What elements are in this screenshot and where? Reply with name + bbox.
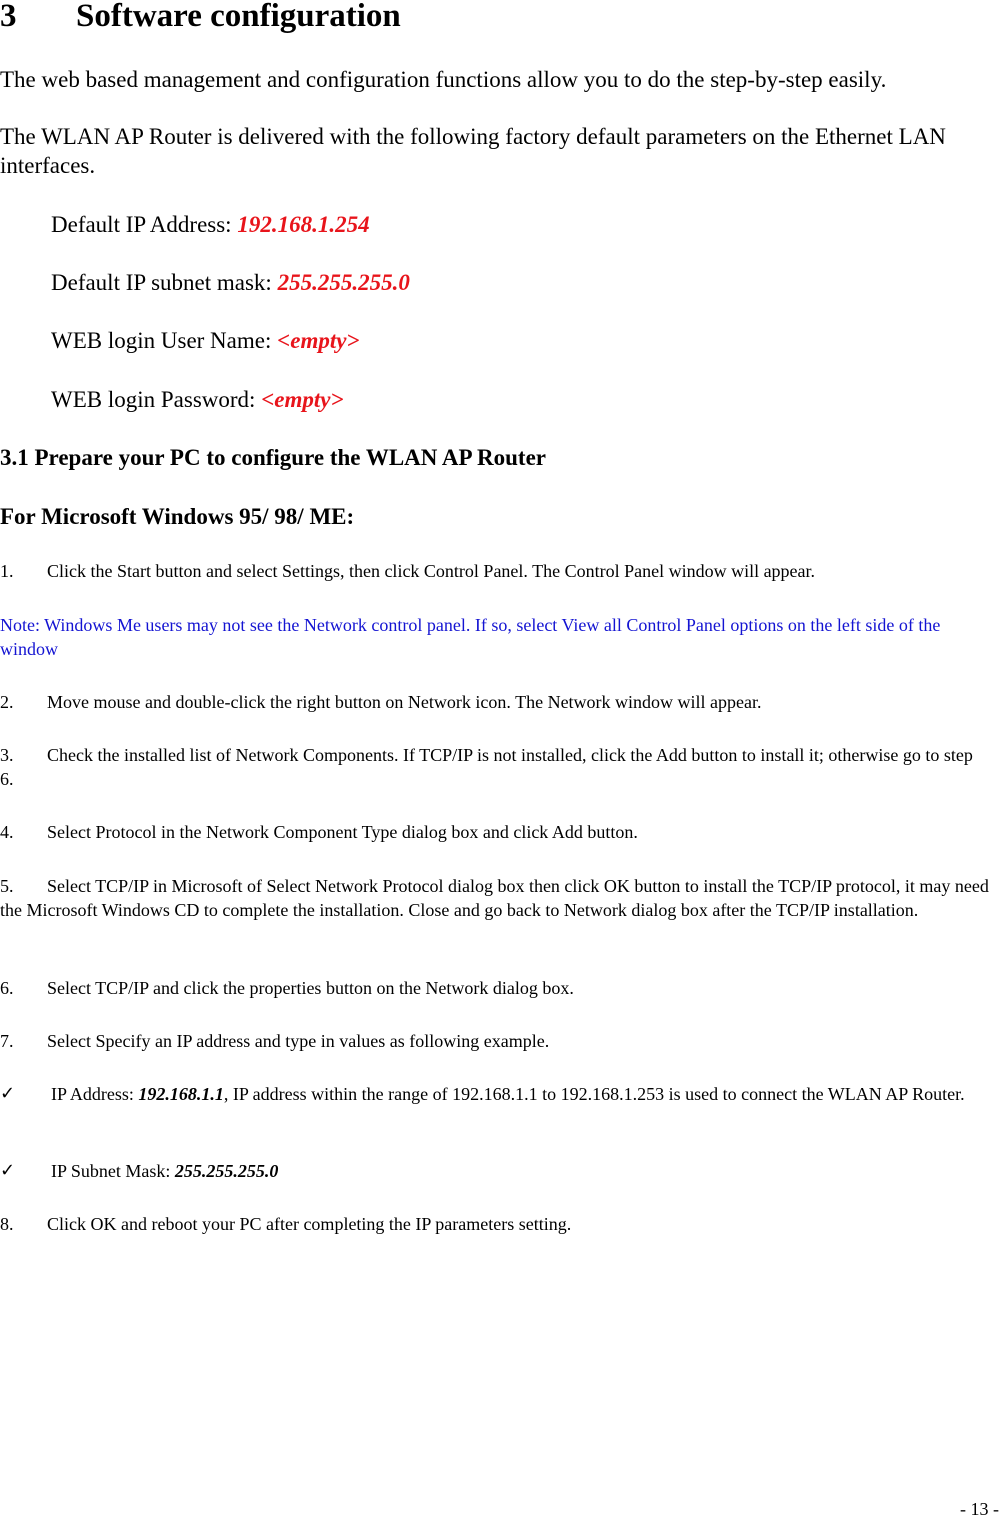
step-text: Select TCP/IP in Microsoft of Select Network Protocol dialog box then click OK button to install the TCP/IP protocol, it may need the Microsoft Windows CD to complete the installation. Close and go back to Network dialog box after the TCP/IP installation.: [0, 876, 989, 920]
step-number: 8.: [0, 1214, 14, 1234]
step-3: [0, 743, 990, 791]
step-text: Move mouse and double-click the right button on Network icon. The Network window will appear.: [47, 692, 762, 712]
step-number: 2.: [0, 692, 14, 712]
step-1: [0, 559, 815, 583]
step-2: [0, 690, 762, 714]
check-label: IP Subnet Mask:: [51, 1161, 175, 1181]
default-subnet-mask: [51, 268, 410, 297]
section-number: 3: [0, 0, 17, 34]
step-number: 4.: [0, 822, 14, 842]
step-number: 6.: [0, 978, 14, 998]
check-value: 255.255.255.0: [174, 1161, 279, 1181]
checkmark-icon: ✓: [0, 1160, 16, 1181]
default-subnet-label: Default IP subnet mask:: [51, 270, 278, 295]
page-number: - 13 -: [960, 1499, 999, 1519]
step-number: 3.: [0, 745, 14, 765]
step-text: Click the Start button and select Settings, then click Control Panel. The Control Panel window will appear.: [47, 561, 816, 581]
factory-defaults-paragraph: The WLAN AP Router is delivered with the following factory default parameters on the Ethernet LAN interfaces.: [0, 124, 946, 178]
step-6: [0, 976, 574, 1000]
step-number: 1.: [0, 561, 14, 581]
windows-me-note: Note: Windows Me users may not see the Network control panel. If so, select View all Control Panel options on the left side of the window: [0, 615, 941, 659]
step-text: Check the installed list of Network Components. If TCP/IP is not installed, click the Add button to install it; otherwise go to step 6.: [0, 745, 973, 789]
web-password-value: <empty>: [261, 387, 344, 412]
default-ip-value: 192.168.1.254: [237, 212, 370, 237]
checkmark-icon: ✓: [0, 1083, 16, 1104]
web-login-password: [51, 385, 344, 414]
default-subnet-value: 255.255.255.0: [277, 270, 410, 295]
step-4: [0, 820, 638, 844]
subsection-heading: 3.1 Prepare your PC to configure the WLAN AP Router: [0, 445, 546, 470]
web-password-label: WEB login Password:: [51, 387, 262, 412]
step-number: 7.: [0, 1031, 14, 1051]
web-username-value: <empty>: [277, 328, 360, 353]
step-number: 5.: [0, 876, 14, 896]
step-5: [0, 874, 1003, 922]
step-text: Select Protocol in the Network Component Type dialog box and click Add button.: [47, 822, 638, 842]
step-8: [0, 1212, 571, 1236]
web-username-label: WEB login User Name:: [51, 328, 278, 353]
check-item-ip-address: [0, 1082, 1000, 1132]
step-text: Select TCP/IP and click the properties button on the Network dialog box.: [47, 978, 574, 998]
check-value: 192.168.1.1: [138, 1084, 224, 1104]
step-7: [0, 1029, 549, 1053]
intro-paragraph: The web based management and configuration functions allow you to do the step-by-step easily.: [0, 67, 887, 92]
default-ip-label: Default IP Address:: [51, 212, 238, 237]
step-text: Click OK and reboot your PC after completing the IP parameters setting.: [47, 1214, 572, 1234]
check-description: , IP address within the range of 192.168.1.1 to 192.168.1.253 is used to connect the WLAN AP Router.: [223, 1084, 965, 1104]
check-item-subnet-mask: [0, 1159, 1000, 1185]
default-ip-address: [51, 210, 370, 239]
step-text: Select Specify an IP address and type in values as following example.: [47, 1031, 550, 1051]
os-heading: For Microsoft Windows 95/ 98/ ME:: [0, 504, 355, 529]
web-login-username: [51, 326, 360, 355]
section-title: Software configuration: [76, 0, 401, 34]
section-heading: [0, 0, 600, 34]
check-label: IP Address:: [51, 1084, 139, 1104]
